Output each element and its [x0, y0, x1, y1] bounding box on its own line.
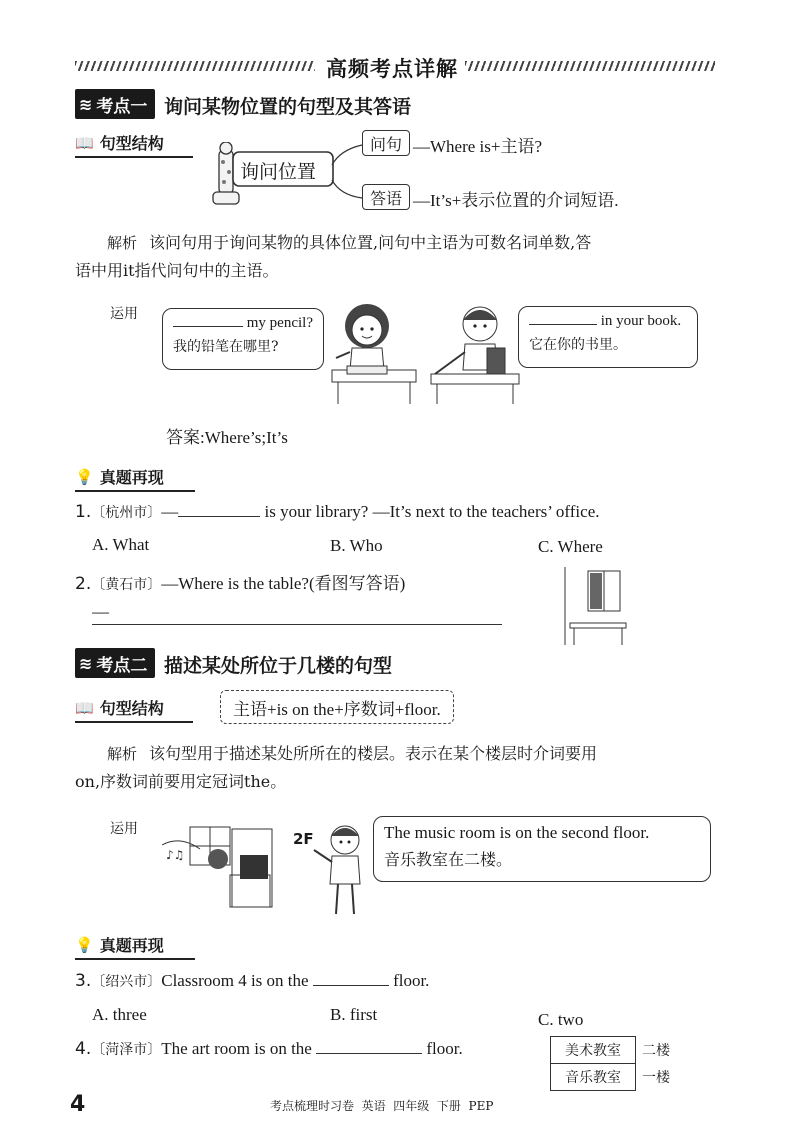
analysis-2	[75, 740, 735, 795]
table-row	[551, 1064, 685, 1091]
answer-pattern: —It’s+表示位置的介词短语.	[413, 191, 619, 210]
wave-icon: ≋	[79, 653, 91, 673]
analysis-1	[75, 229, 735, 284]
question-4-text: The art room is on the	[161, 1039, 312, 1058]
speech-bubble-floor	[373, 816, 711, 882]
page-header-title: 高频考点详解	[326, 57, 458, 81]
bubble-left-cn: 我的铅笔在哪里?	[173, 339, 279, 355]
section-badge	[75, 648, 155, 678]
bubble-floor-en: The music room is on the second floor.	[384, 823, 650, 842]
footer-text: 考点梳理时习卷 英语 四年级 下册 PEP	[270, 1099, 494, 1113]
question-3-text: Classroom 4 is on the	[161, 971, 309, 990]
section-badge-label: 考点一	[96, 96, 148, 117]
structure-label-text: 句型结构	[99, 699, 164, 718]
question-number: 1.	[75, 502, 92, 522]
table-cell: 一楼	[642, 1070, 670, 1086]
question-source: 〔绍兴市〕	[91, 975, 162, 990]
structure-label	[75, 696, 193, 723]
question-1-text: is your library? —It’s next to the teachers’ office.	[264, 502, 600, 521]
lightbulb-icon: 💡	[75, 467, 94, 486]
option-b[interactable]: B. Who	[330, 536, 383, 555]
answer-blank[interactable]	[529, 324, 597, 325]
bubble-floor-cn: 音乐教室在二楼。	[384, 850, 513, 869]
question-source: 〔黄石市〕	[91, 578, 162, 593]
question-number: 4.	[75, 1039, 92, 1059]
question-label-box: 问句	[362, 130, 410, 156]
window-table-illustration	[560, 565, 630, 647]
header-hatch-right	[465, 61, 715, 71]
analysis-line-1: 该问句用于询问某物的具体位置,问句中主语为可数名词单数,答	[149, 233, 592, 252]
option-b[interactable]: B. first	[330, 1005, 378, 1024]
question-source: 〔杭州市〕	[91, 506, 162, 521]
answer-line[interactable]	[92, 624, 502, 625]
section-title: 询问某物位置的句型及其答语	[164, 96, 412, 118]
section-badge	[75, 89, 155, 119]
real-exam-label-text: 真题再现	[99, 468, 164, 487]
question-4	[75, 1039, 463, 1059]
real-exam-label	[75, 465, 195, 492]
page-number: 4	[70, 1092, 86, 1117]
bubble-left-en: my pencil?	[246, 315, 313, 331]
girl-at-desk-illustration	[322, 300, 422, 408]
header-hatch-left	[75, 61, 315, 71]
analysis-line-2: on,序数词前要用定冠词the。	[75, 772, 287, 791]
section-title: 描述某处所位于几楼的句型	[164, 655, 393, 677]
book-icon: 📖	[75, 698, 94, 717]
structure-label	[75, 131, 193, 158]
option-a[interactable]: A. What	[92, 535, 150, 554]
answer-dash: —	[92, 602, 109, 621]
question-pattern: —Where is+主语?	[413, 137, 543, 156]
center-box-label: 询问位置	[240, 161, 317, 183]
question-3-suffix: floor.	[393, 971, 430, 990]
table-cell: 音乐教室	[551, 1064, 636, 1091]
answer-blank[interactable]	[173, 326, 243, 327]
floor-tag: 2F	[293, 830, 314, 848]
question-number: 3.	[75, 971, 92, 991]
boy-pointing-illustration	[310, 820, 380, 920]
analysis-label: 解析	[107, 745, 138, 763]
question-dash: —	[161, 502, 179, 521]
answer-line-2	[92, 602, 109, 622]
lightbulb-icon: 💡	[75, 935, 94, 954]
table-cell: 美术教室	[551, 1037, 636, 1064]
question-pattern-text: Where is+主语?	[430, 137, 543, 156]
usage-label: 运用	[110, 821, 138, 837]
book-icon: 📖	[75, 133, 94, 152]
answer-label-box: 答语	[362, 184, 410, 210]
speech-bubble-left	[162, 308, 324, 370]
bubble-right-en: in your book.	[600, 313, 682, 329]
option-c[interactable]: C. two	[538, 1010, 584, 1029]
answer-blank[interactable]	[316, 1053, 422, 1054]
answer-blank[interactable]	[313, 985, 389, 986]
answer-blank[interactable]	[178, 516, 260, 517]
question-2-text: —Where is the table?(看图写答语)	[161, 574, 406, 593]
analysis-label: 解析	[107, 234, 138, 252]
boy-at-desk-illustration	[425, 298, 525, 408]
answer-pattern-text: It’s+表示位置的介词短语.	[430, 191, 619, 210]
analysis-line-1: 该句型用于描述某处所所在的楼层。表示在某个楼层时介词要用	[149, 744, 598, 763]
question-1	[75, 502, 600, 522]
real-exam-label	[75, 933, 195, 960]
formula-box: 主语+is on the+序数词+floor.	[220, 690, 454, 724]
music-room-illustration	[160, 825, 285, 910]
option-c[interactable]: C. Where	[538, 537, 603, 556]
table-cell: 二楼	[642, 1043, 670, 1059]
option-a[interactable]: A. three	[92, 1005, 147, 1024]
usage-answer: 答案:Where’s;It’s	[166, 428, 288, 447]
question-2	[75, 569, 405, 594]
question-source: 〔菏泽市〕	[91, 1043, 162, 1058]
analysis-line-2: 语中用it指代问句中的主语。	[75, 261, 279, 280]
table-row	[551, 1037, 685, 1064]
section-badge-label: 考点二	[96, 655, 148, 676]
speech-bubble-right	[518, 306, 698, 368]
wave-icon: ≋	[79, 94, 91, 114]
real-exam-label-text: 真题再现	[99, 936, 164, 955]
question-number: 2.	[75, 574, 92, 594]
usage-label: 运用	[110, 306, 138, 322]
structure-label-text: 句型结构	[99, 134, 164, 153]
question-4-suffix: floor.	[426, 1039, 463, 1058]
bubble-right-cn: 它在你的书里。	[529, 337, 627, 353]
question-3	[75, 971, 429, 991]
room-floor-table	[550, 1036, 685, 1091]
svg-text:♪♫: ♪♫	[166, 848, 185, 862]
